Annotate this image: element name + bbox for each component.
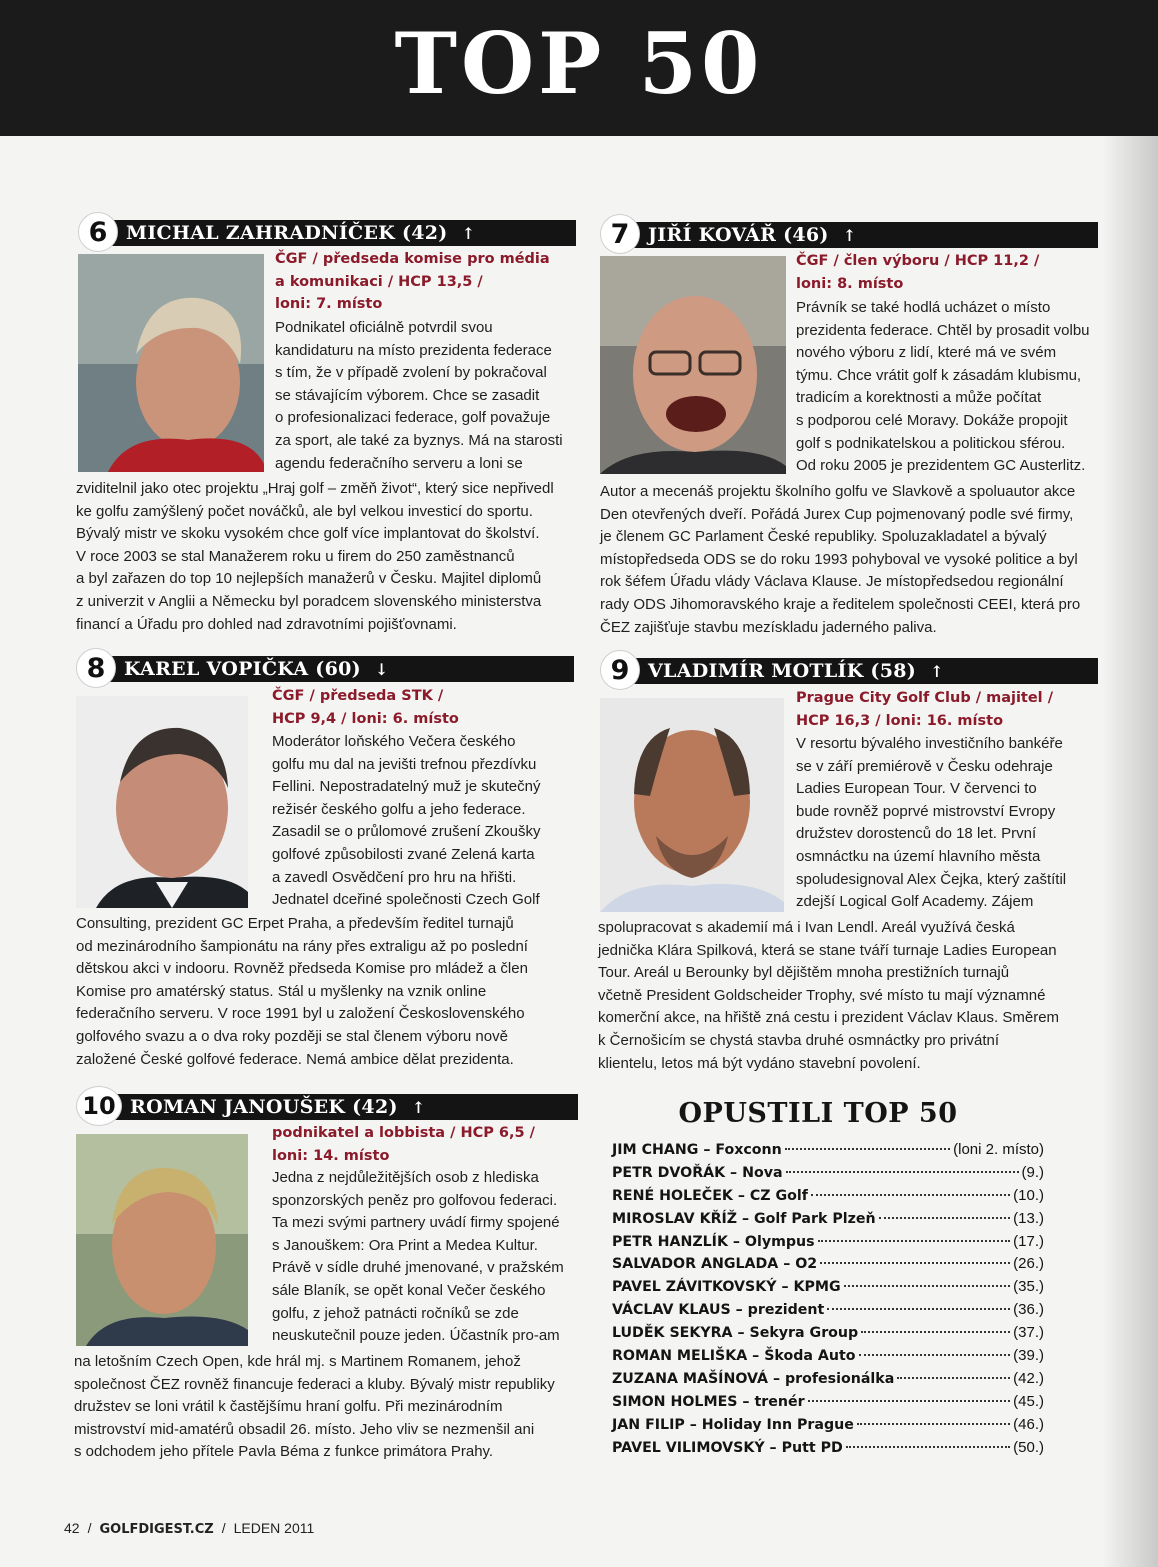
text-line: Moderátor loňského Večera českého	[272, 733, 516, 750]
person-photo-icon	[78, 254, 264, 472]
text-line: družstev dorostenců do 18 let. První	[796, 825, 1037, 843]
meta-line: HCP 9,4 / loni: 6. místo	[272, 710, 459, 727]
text-line: spolupracovat s akademií má i Ivan Lendl. Areál využívá česká	[598, 919, 1015, 936]
text-line: s podporou celé Moravy. Dokáže propojit	[796, 411, 1068, 429]
rank-number: 7	[600, 214, 640, 254]
entry-9-meta	[796, 687, 1053, 732]
text-line: prezidenta federace. Chtěl by prosadit volbu	[796, 321, 1090, 339]
text-line: golfu, z jehož patnácti ročníků se zde	[272, 1304, 519, 1322]
text-line: o profesionalizaci federace, golf považuje	[275, 409, 551, 427]
rank-number: 10	[76, 1086, 122, 1126]
portrait-motlik	[600, 698, 784, 912]
list-item-place: (46.)	[1013, 1415, 1044, 1433]
text-line: Podnikatel oficiálně potvrdil svou	[275, 319, 493, 336]
list-item-name: SIMON HOLMES – trenér	[612, 1393, 805, 1410]
text-line: agendu federačního serveru a loni se	[275, 454, 523, 472]
text-line: Consulting, prezident GC Erpet Praha, a především ředitel turnajů	[76, 915, 514, 932]
list-item-place: (13.)	[1013, 1209, 1044, 1227]
list-item	[612, 1301, 1044, 1324]
text-line: se v září premiérově v Česku odehraje	[796, 757, 1053, 775]
text-line: Komise pro amatérský status. Stál u myšlenky na vznik online	[76, 982, 487, 1000]
text-line: je členem GC Parlament České republiky. Spoluzakladatel a bývalý	[600, 528, 1047, 546]
portrait-kovar	[600, 256, 786, 474]
portrait-janousek	[76, 1134, 248, 1346]
entry-9-text-wide	[598, 917, 1059, 1075]
text-line: Od roku 2005 je prezidentem GC Austerlitz.	[796, 457, 1086, 475]
entry-7-text-wide	[600, 481, 1080, 639]
text-line: dětskou akci v indooru. Rovněž předseda Komise pro mládež a člen	[76, 960, 528, 978]
list-item	[612, 1164, 1044, 1187]
entry-8-meta	[272, 685, 459, 730]
list-item-name: PAVEL ZÁVITKOVSKÝ – KPMG	[612, 1279, 841, 1296]
entry-8-text-narrow	[272, 731, 540, 912]
entry-10-text-wide	[74, 1351, 555, 1464]
list-item-place: (35.)	[1013, 1278, 1044, 1296]
list-item-name: ZUZANA MAŠÍNOVÁ – profesionálka	[612, 1370, 895, 1387]
portrait-zahradnicek	[78, 254, 264, 472]
text-line: bude rovněž poprvé mistrovství Evropy	[796, 802, 1056, 820]
text-line: neuskutečnil pouze jeden. Účastník pro-am	[272, 1327, 560, 1345]
text-line: mistrovství mid-amatérů obsadil 26. místo. Jeho vliv se nezmenšil ani	[74, 1420, 535, 1438]
text-line: V resortu bývalého investičního bankéře	[796, 735, 1063, 752]
text-line: Právě v sídle druhé jmenované, v pražském	[272, 1259, 564, 1277]
name-bar	[614, 222, 1098, 248]
entry-header	[78, 216, 476, 248]
list-item-place: (26.)	[1013, 1255, 1044, 1273]
person-photo-icon	[600, 698, 784, 912]
text-line: od mezinárodního šampionátu na rány přes extraligu až po poslední	[76, 937, 528, 955]
leader-dots	[859, 1354, 1011, 1356]
meta-line: loni: 8. místo	[796, 275, 904, 292]
opustili-title: OPUSTILI TOP 50	[678, 1098, 958, 1129]
meta-line: a komunikaci / HCP 13,5 /	[275, 273, 483, 290]
text-line: založené České golfové federace. Nemá ambice dělat prezidenta.	[76, 1050, 514, 1068]
text-line: zdejší Logical Golf Academy. Zájem	[796, 893, 1034, 911]
meta-line: loni: 7. místo	[275, 296, 383, 312]
text-line: včetně President Goldscheider Trophy, své místo tu mají významné	[598, 986, 1046, 1004]
entry-10-text-narrow	[272, 1167, 564, 1348]
text-line: Jednatel dceřiné společnosti Czech Golf	[272, 891, 540, 909]
text-line: golfu mu dal na jevišti trefnou přezdívku	[272, 755, 537, 773]
trend-up-icon: ↑	[842, 226, 857, 245]
text-line: jednička Klára Spilková, která se stane tváří turnaje Ladies European	[598, 941, 1057, 959]
text-line: financí a Úřadu pro dohled nad zdravotními pojišťovnami.	[76, 615, 457, 633]
entry-header	[600, 654, 944, 686]
footer-separator: /	[221, 1520, 226, 1536]
text-line: rady ODS Jihomoravského kraje a ředitelem společnosti CEEI, která pro	[600, 595, 1081, 613]
text-line: Den otevřených dveří. Pořádá Jurex Cup pojmenovaný podle své firmy,	[600, 505, 1074, 523]
trend-up-icon: ↑	[411, 1098, 426, 1117]
leader-dots	[820, 1262, 1010, 1264]
text-line: komerční akce, na hřiště zná cestu i prezident Václav Klaus. Směrem	[598, 1009, 1060, 1027]
leader-dots	[818, 1240, 1011, 1242]
entry-header	[76, 1092, 426, 1120]
list-item	[612, 1233, 1044, 1256]
list-item-name: PETR DVOŘÁK – Nova	[612, 1164, 783, 1181]
person-name: ROMAN JANOUŠEK (42)	[130, 1096, 398, 1118]
footer-separator: /	[87, 1520, 92, 1536]
leader-dots	[846, 1446, 1010, 1448]
list-item	[612, 1393, 1044, 1416]
text-line: týmu. Chce vrátit golf k zásadám klubismu,	[796, 366, 1082, 384]
opustili-box	[612, 1098, 1044, 1461]
text-line: družstev se loni vrátil k častějšímu hraní golfu. Při mezinárodním	[74, 1398, 503, 1416]
leader-dots	[827, 1308, 1010, 1310]
list-item-name: PETR HANZLÍK – Olympus	[612, 1233, 815, 1250]
text-line: se stávajícím výborem. Chce se zasadit	[275, 386, 540, 404]
page-gutter-shadow	[1102, 136, 1158, 1567]
text-line: Ladies European Tour. V červenci to	[796, 780, 1037, 798]
text-line: a zavedl Osvědčení pro hru na hřišti.	[272, 868, 517, 886]
person-photo-icon	[76, 1134, 248, 1346]
text-line: tradicím a korektnosti a může počítat	[796, 389, 1042, 407]
list-item	[612, 1210, 1044, 1233]
text-line: s tím, že v případě zvolení by pokračoval	[275, 364, 547, 382]
text-line: spoludesignoval Alex Čejka, který zaštítil	[796, 870, 1067, 888]
list-item	[612, 1141, 1044, 1164]
text-line: klientelu, letos má být vydáno stavební povolení.	[598, 1054, 921, 1072]
leader-dots	[879, 1217, 1011, 1219]
name-bar	[614, 658, 1098, 684]
rank-number: 8	[76, 648, 116, 688]
text-line: za sport, ale také za byznys. Má na starosti	[275, 431, 563, 449]
meta-line: HCP 16,3 / loni: 16. místo	[796, 712, 1004, 729]
list-item-place: (loni 2. místo)	[953, 1141, 1044, 1158]
person-name: VLADIMÍR MOTLÍK (58)	[648, 660, 917, 682]
leader-dots	[811, 1194, 1010, 1196]
meta-line: loni: 14. místo	[272, 1147, 390, 1164]
text-line: sále Blaník, se opět konal Večer českého	[272, 1281, 546, 1299]
text-line: V roce 2003 se stal Manažerem roku u firem do 250 zaměstnanců	[76, 547, 515, 565]
list-item	[612, 1370, 1044, 1393]
text-line: golfového svazu a o dva roky později se stal členem výboru nově	[76, 1027, 508, 1045]
list-item-name: ROMAN MELIŠKA – Škoda Auto	[612, 1348, 856, 1365]
trend-down-icon: ↓	[374, 660, 389, 679]
page-title: TOP 50	[394, 14, 764, 113]
page-header	[0, 0, 1158, 136]
entry-7-meta	[796, 250, 1039, 295]
list-item	[612, 1347, 1044, 1370]
magazine-brand: GOLFDIGEST.CZ	[99, 1522, 214, 1537]
text-line: z univerzit v Anglii a Německu byl poradcem slovenského ministerstva	[76, 592, 542, 610]
text-line: Jedna z nejdůležitějších osob z hlediska	[272, 1169, 539, 1186]
leader-dots	[844, 1285, 1011, 1287]
text-line: osmnáctku na území hlavního města	[796, 847, 1041, 865]
list-item	[612, 1416, 1044, 1439]
trend-up-icon: ↑	[930, 662, 944, 681]
meta-line: podnikatel a lobbista / HCP 6,5 /	[272, 1125, 535, 1141]
list-item-name: VÁCLAV KLAUS – prezident	[612, 1302, 825, 1319]
portrait-vopicka	[76, 696, 248, 908]
list-item-place: (17.)	[1013, 1232, 1044, 1250]
text-line: golfové způsobilosti zvané Zelená karta	[272, 845, 535, 863]
text-line: kandidaturu na místo prezidenta federace	[275, 341, 552, 359]
text-line: s Janouškem: Ora Print a Medea Kultur.	[272, 1236, 538, 1254]
list-item	[612, 1439, 1044, 1462]
entry-9-text-narrow	[796, 733, 1066, 914]
page-number: 42	[64, 1520, 80, 1536]
text-line: ČEZ zajišťuje stavbu mezískladu jaderného paliva.	[600, 618, 937, 636]
name-bar	[90, 656, 574, 682]
text-line: Ta mezi svými partnery uvádí firmy spojené	[272, 1214, 560, 1232]
text-line: režisér českého golfu a jeho federace.	[272, 800, 526, 818]
name-bar	[96, 1094, 578, 1120]
list-item-name: RENÉ HOLEČEK – CZ Golf	[612, 1187, 808, 1204]
entry-6-text-narrow	[275, 317, 563, 475]
text-line: na letošním Czech Open, kde hrál mj. s Martinem Romanem, jehož	[74, 1353, 521, 1370]
text-line: sponzorských peněz pro golfovou federaci.	[272, 1191, 558, 1209]
person-photo-icon	[600, 256, 786, 474]
entry-header	[600, 218, 857, 250]
rank-number: 6	[78, 212, 118, 252]
list-item-place: (45.)	[1013, 1392, 1044, 1410]
text-line: federačního serveru. V roce 1991 byl u založení Československého	[76, 1005, 525, 1023]
text-line: ke golfu zamýšlený počet nováčků, ale byl velkou investicí do sportu.	[76, 502, 533, 520]
entry-8-text-wide	[76, 913, 528, 1071]
text-line: Fellini. Nepostradatelný muž je skutečný	[272, 778, 541, 796]
leader-dots	[786, 1171, 1019, 1173]
text-line: místopředseda ODS se do roku 1993 pohyboval ve vysoké politice a byl	[600, 550, 1078, 568]
list-item-place: (50.)	[1013, 1438, 1044, 1456]
list-item-place: (39.)	[1013, 1347, 1044, 1365]
name-bar	[92, 220, 576, 246]
list-item-name: PAVEL VILIMOVSKÝ – Putt PD	[612, 1439, 843, 1456]
page-footer	[64, 1520, 314, 1537]
text-line: k Černošicím se chystá stavba druhé osmnáctky pro privátní	[598, 1031, 1000, 1049]
entry-7-text-narrow	[796, 297, 1090, 478]
list-item-place: (36.)	[1013, 1301, 1044, 1319]
list-item-name: MIROSLAV KŘÍŽ – Golf Park Plzeň	[612, 1210, 876, 1227]
list-item-place: (10.)	[1013, 1186, 1044, 1204]
meta-line: ČGF / předseda STK /	[272, 688, 444, 704]
list-item	[612, 1255, 1044, 1278]
list-item-name: JIM CHANG – Foxconn	[612, 1142, 782, 1158]
entry-6-meta	[275, 248, 550, 316]
text-line: rok šéfem Úřadu vlády Václava Klause. Je místopředsedou regionální	[600, 573, 1064, 591]
entry-10-meta	[272, 1122, 535, 1167]
leader-dots	[857, 1423, 1010, 1425]
meta-line: ČGF / člen výboru / HCP 11,2 /	[796, 253, 1040, 269]
text-line: a byl zařazen do top 10 nejlepších manažerů v Česku. Majitel diplomů	[76, 570, 542, 588]
trend-up-icon: ↑	[461, 224, 476, 243]
meta-line: ČGF / předseda komise pro média	[275, 251, 550, 267]
text-line: s odchodem jeho přítele Pavla Béma z funkce primátora Prahy.	[74, 1443, 494, 1461]
leader-dots	[861, 1331, 1010, 1333]
list-item	[612, 1187, 1044, 1210]
person-photo-icon	[76, 696, 248, 908]
list-item-name: JAN FILIP – Holiday Inn Prague	[612, 1416, 854, 1433]
person-name: JIŘÍ KOVÁŘ (46)	[648, 224, 829, 246]
leader-dots	[785, 1148, 950, 1150]
issue-label: LEDEN 2011	[233, 1520, 315, 1536]
list-item-name: LUDĚK SEKYRA – Sekyra Group	[612, 1325, 859, 1342]
text-line: golf s podnikatelskou a politickou sférou.	[796, 434, 1066, 452]
text-line: Bývalý mistr ve skoku vysokém chce golf více implantovat do školství.	[76, 525, 540, 543]
text-line: Právník se také hodlá ucházet o místo	[796, 299, 1051, 316]
text-line: Zasadil se o průlomové zrušení Zkoušky	[272, 823, 541, 841]
list-item-place: (42.)	[1013, 1369, 1044, 1387]
text-line: Tour. Areál u Berounky byl dějištěm mnoha prestižních turnajů	[598, 964, 1010, 982]
text-line: společnost ČEZ rovněž financuje federaci a kluby. Bývalý mistr republiky	[74, 1375, 555, 1393]
meta-line: Prague City Golf Club / majitel /	[796, 690, 1053, 706]
text-line: nového výboru z lidí, které má ve svém	[796, 344, 1057, 362]
list-item-name: SALVADOR ANGLADA – O2	[612, 1256, 818, 1273]
text-line: zviditelnil jako otec projektu „Hraj golf – změň život“, který sice nepřivedl	[76, 480, 554, 497]
list-item	[612, 1324, 1044, 1347]
entry-6-text-wide	[76, 478, 554, 636]
person-name: MICHAL ZAHRADNÍČEK (42)	[126, 222, 448, 244]
entry-header	[76, 652, 389, 684]
list-item-place: (9.)	[1021, 1163, 1044, 1181]
leader-dots	[808, 1400, 1011, 1402]
rank-number: 9	[600, 650, 640, 690]
list-item-place: (37.)	[1013, 1324, 1044, 1342]
leader-dots	[897, 1377, 1010, 1379]
person-name: KAREL VOPIČKA (60)	[124, 658, 361, 680]
list-item	[612, 1278, 1044, 1301]
text-line: Autor a mecenáš projektu školního golfu ve Slavkově a spoluautor akce	[600, 483, 1076, 500]
